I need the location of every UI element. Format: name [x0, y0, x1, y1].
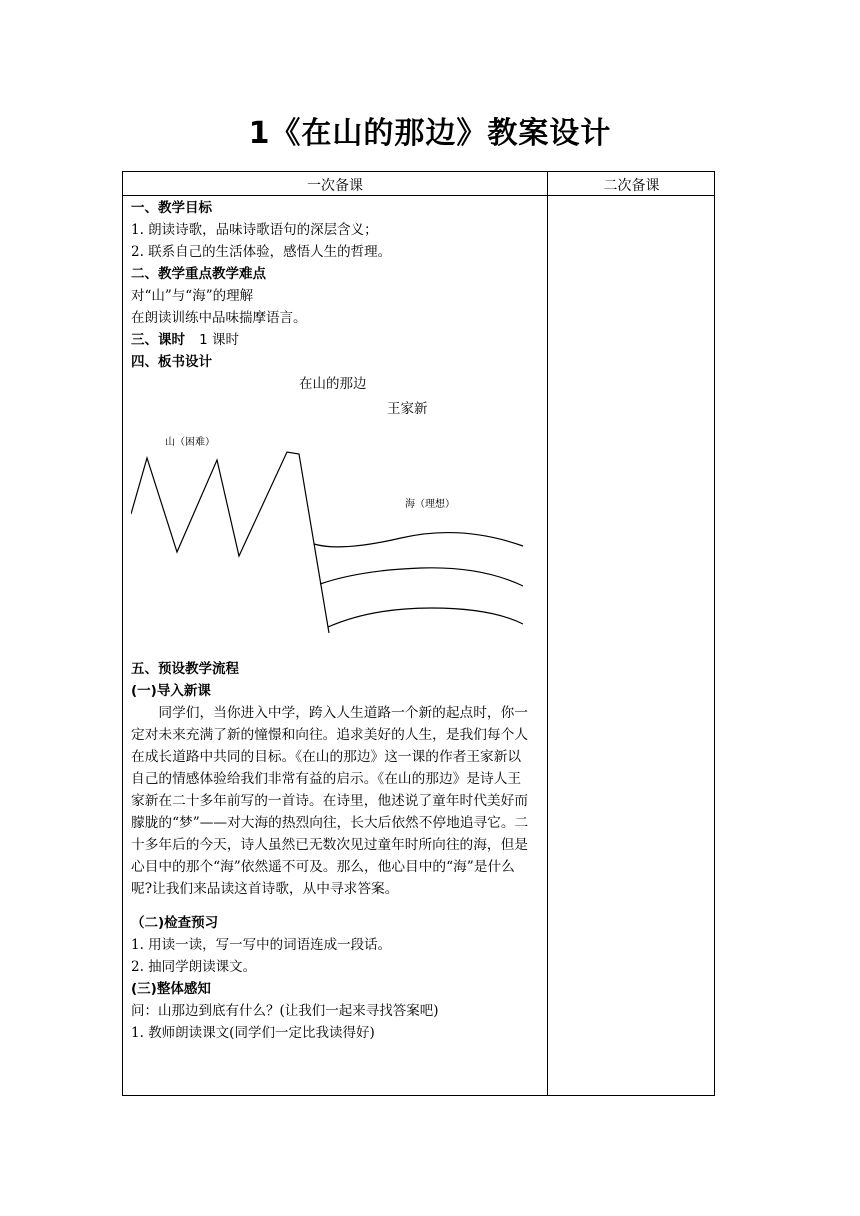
mountain-label: 山（困难）	[165, 437, 215, 448]
lesson-plan-table	[122, 171, 715, 1096]
board-poem-author: 王家新	[387, 401, 428, 417]
section-heading-board: 四、板书设计	[131, 354, 212, 370]
board-diagram	[131, 420, 541, 658]
subsection-heading-intro: (一)导入新课	[131, 683, 211, 699]
sea-wave-line	[320, 568, 523, 586]
header-divider	[123, 195, 714, 196]
section-heading-process: 五、预设教学流程	[131, 661, 239, 677]
overall-question: 问：山那边到底有什么？(让我们一起来寻找答案吧)	[131, 1003, 439, 1019]
objective-item: 2. 联系自己的生活体验，感悟人生的哲理。	[131, 244, 392, 260]
page-title: 1《在山的那边》教案设计	[248, 116, 612, 151]
subsection-heading-preview: （二)检查预习	[131, 915, 219, 931]
key-point-line: 在朗读训练中品味揣摩语言。	[131, 310, 307, 326]
board-poem-title: 在山的那边	[299, 376, 367, 392]
first-prep-content	[131, 197, 541, 1044]
sea-wave-line	[314, 533, 523, 547]
subsection-heading-overall: (三)整体感知	[131, 981, 211, 997]
mountain-sea-drawing	[131, 420, 541, 658]
sea-label: 海（理想）	[405, 499, 455, 510]
column-header-first-prep: 一次备课	[307, 178, 363, 194]
key-point-line: 对“山”与“海”的理解	[131, 288, 254, 304]
section-heading-objectives: 一、教学目标	[131, 200, 212, 216]
preview-item: 1. 用读一读，写一写中的词语连成一段话。	[131, 937, 392, 953]
intro-paragraph: 同学们，当你进入中学，跨入人生道路一个新的起点时，你一定对未来充满了新的憧憬和向往。追求美好的人生，是我们每个人在成长道路中共同的目标。《在山的那边》这一课的作者王家新以自己的情感体验给我们非常有益的启示。《在山的那边》是诗人王家新在二十多年前写的一首诗。在诗里，他述说了童年时代美好而朦胧的“梦”——对大海的热烈向往，长大后依然不停地追寻它。二十多年后的今天，诗人虽然已无数次见过童年时所向往的海，但是心目中的那个“海”依然遥不可及。那么，他心目中的“海”是什么呢?让我们来品读这首诗歌，从中寻求答案。	[131, 705, 529, 897]
preview-item: 2. 抽同学朗读课文。	[131, 959, 257, 975]
column-header-second-prep: 二次备课	[603, 178, 660, 194]
sea-wave-line	[328, 608, 523, 627]
periods-label: 三、课时	[131, 332, 185, 348]
objective-item: 1. 朗读诗歌，品味诗歌语句的深层含义；	[131, 222, 378, 238]
column-divider	[547, 172, 548, 1095]
overall-item: 1. 教师朗读课文(同学们一定比我读得好)	[131, 1025, 375, 1041]
section-heading-periods	[131, 329, 541, 351]
mountain-zigzag-line	[131, 452, 329, 633]
section-heading-key-points: 二、教学重点教学难点	[131, 266, 266, 282]
spacer	[131, 900, 541, 912]
periods-value: 1 课时	[199, 332, 239, 348]
